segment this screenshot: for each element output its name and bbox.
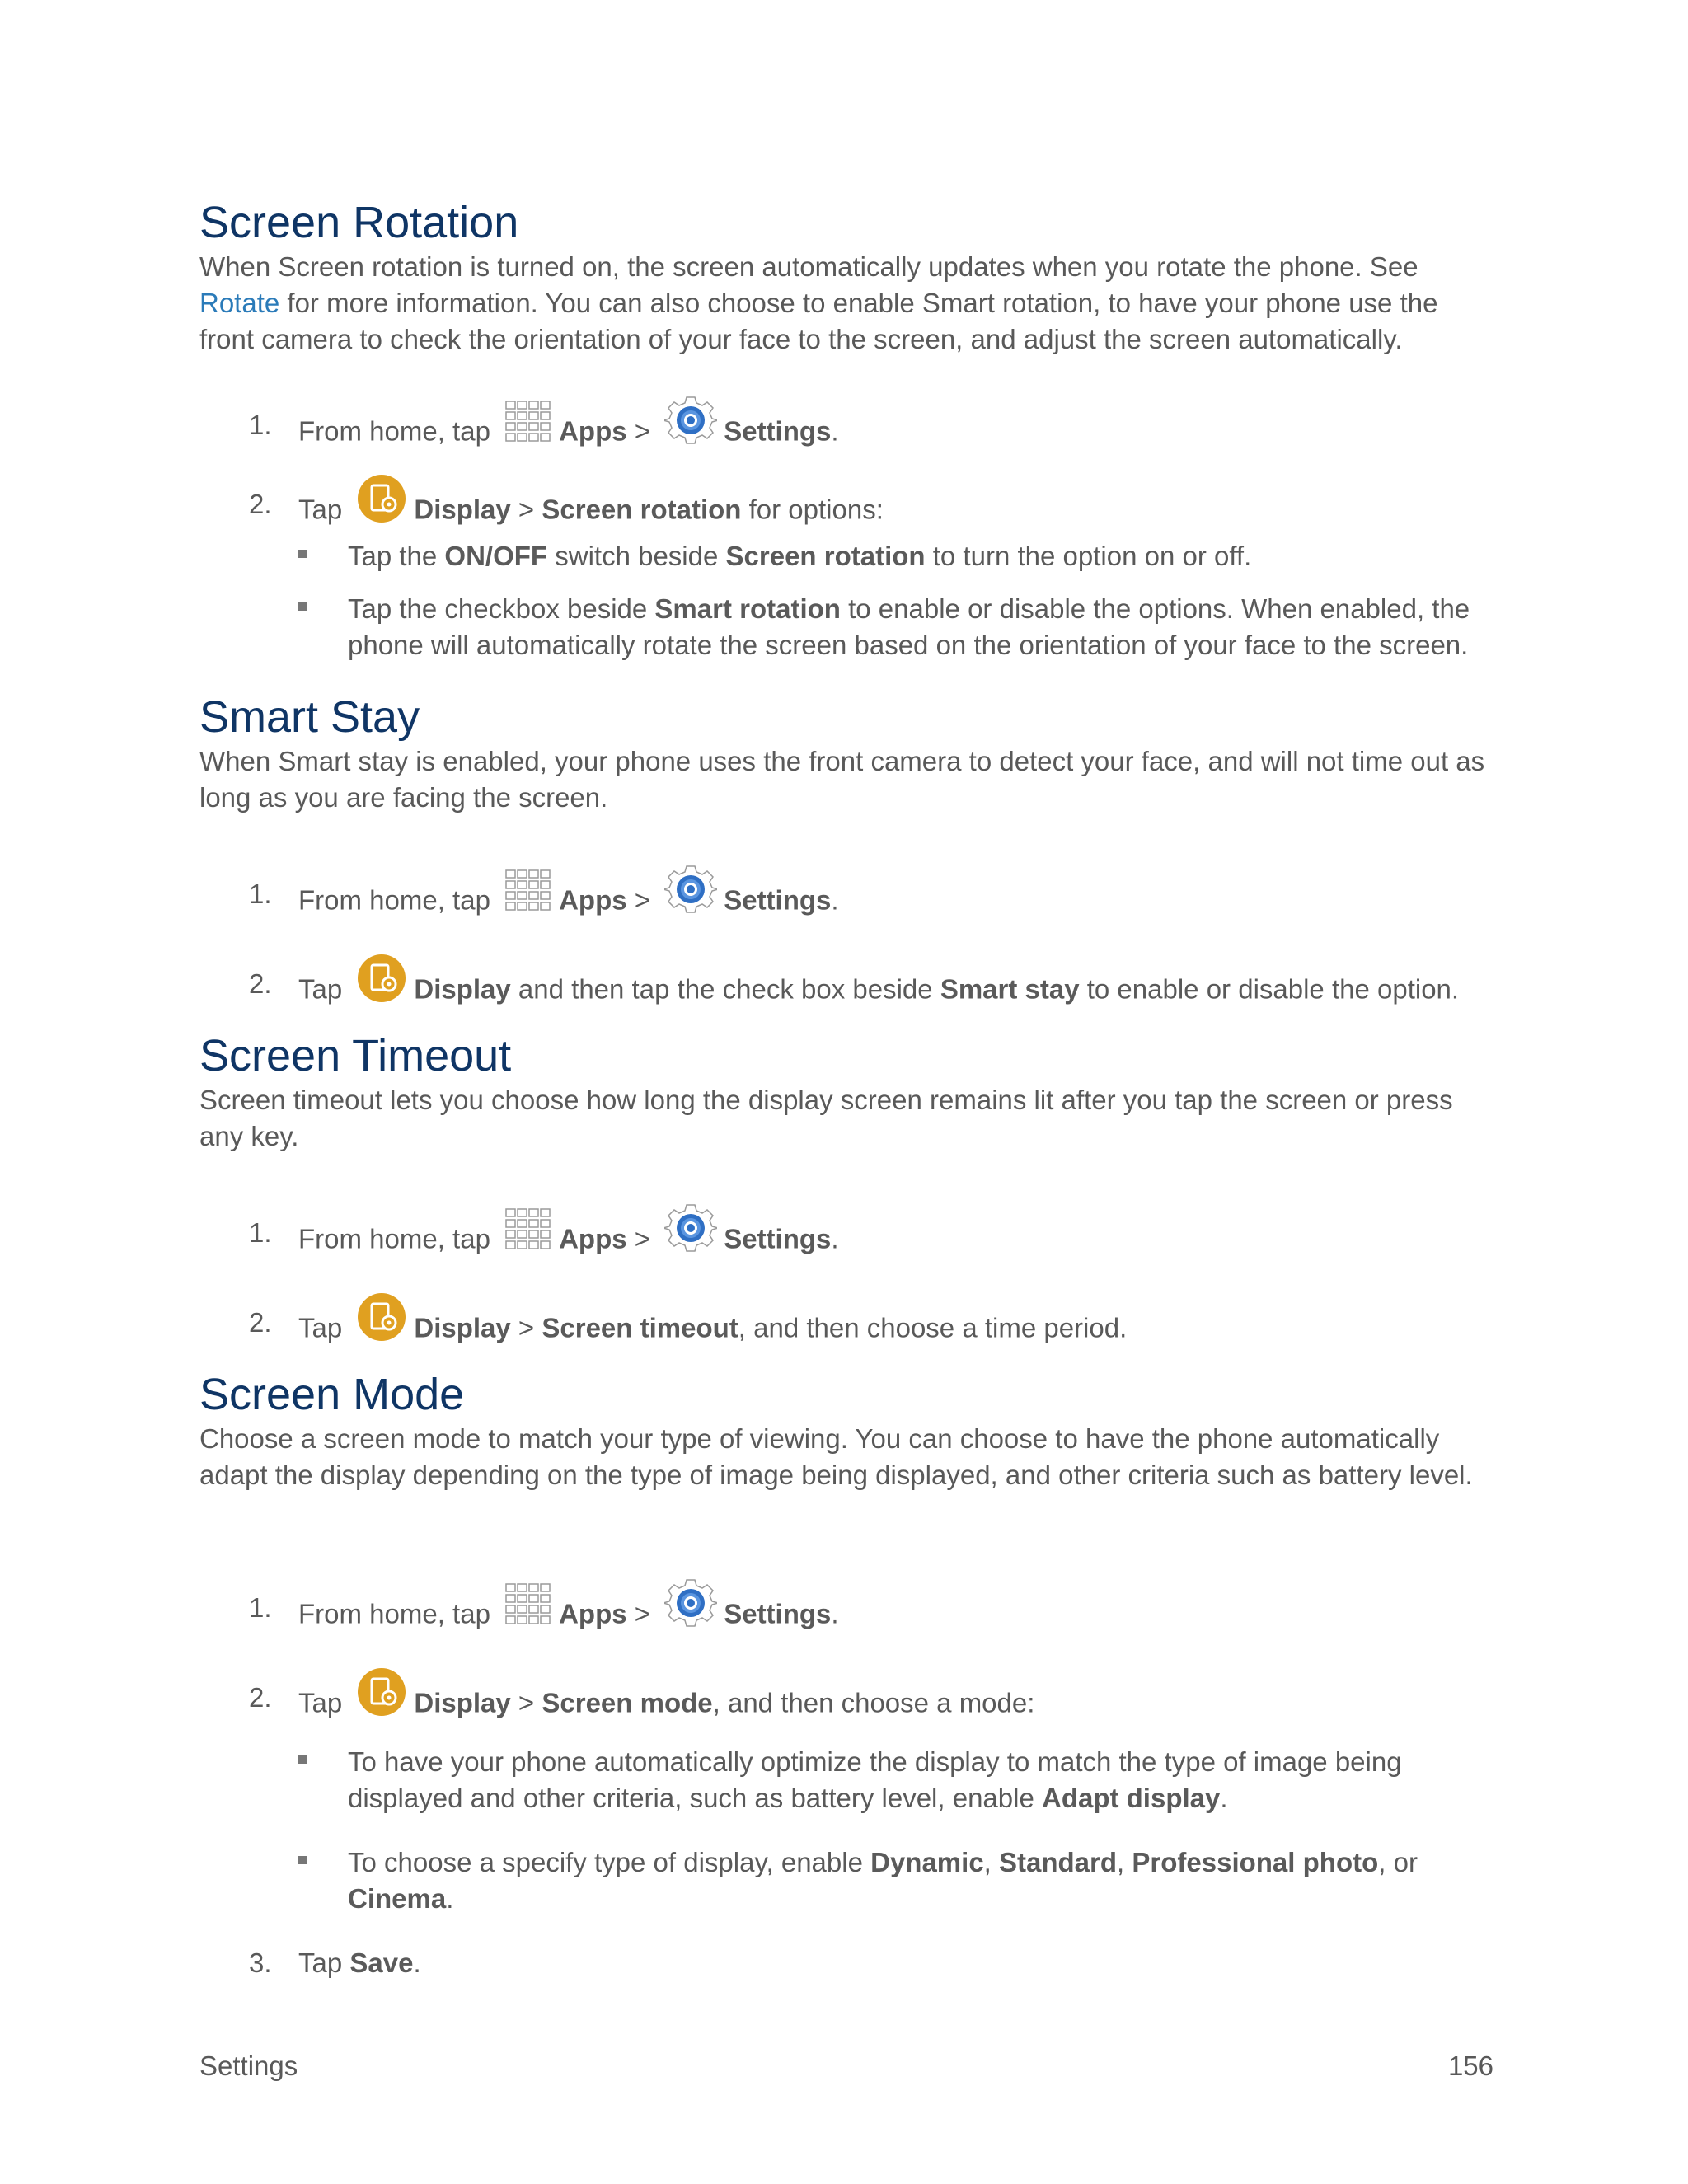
- cinema-label: Cinema: [348, 1883, 447, 1914]
- bullet-marker: [298, 550, 307, 558]
- bullet-pre: To have your phone automatically optimize the display to match the type of image being displayed and other criteria, such as battery level, enable: [348, 1746, 1402, 1813]
- separator: >: [510, 1312, 542, 1343]
- settings-label: Settings: [724, 884, 832, 916]
- step-text: [298, 876, 839, 929]
- separator: >: [510, 494, 542, 525]
- section-screen-rotation: [199, 196, 1493, 358]
- screen-timeout-intro: Screen timeout lets you choose how long the display screen remains lit after you tap the screen or press any key.: [199, 1085, 1453, 1151]
- display-label: Display: [414, 494, 511, 525]
- bullet-post: .: [1220, 1783, 1228, 1813]
- separator: >: [626, 415, 659, 447]
- step-text: [298, 1945, 421, 1981]
- settings-label: Settings: [724, 1223, 832, 1254]
- step-text: [298, 966, 1459, 1017]
- screen-rotation-label: Screen rotation: [725, 541, 926, 571]
- step-text: [298, 1680, 1034, 1731]
- settings-label: Settings: [724, 1598, 832, 1629]
- step-text: [298, 407, 839, 460]
- dynamic-label: Dynamic: [870, 1847, 984, 1877]
- bullet-pre: To choose a specify type of display, enable: [348, 1847, 871, 1877]
- rotate-link[interactable]: Rotate: [199, 288, 280, 318]
- heading-screen-mode: Screen Mode: [199, 1370, 465, 1419]
- bullet-pre: Tap the checkbox beside: [348, 593, 655, 624]
- step-number: 2.: [249, 968, 272, 999]
- step-post: to enable or disable the option.: [1079, 973, 1460, 1005]
- step-number: 2.: [249, 1682, 272, 1713]
- settings-gear-icon[interactable]: [664, 1577, 717, 1629]
- step-text: [298, 486, 884, 537]
- step-post: for options:: [741, 494, 884, 525]
- bullet-pre: Tap the: [348, 541, 445, 571]
- step-number: 2.: [249, 489, 272, 519]
- settings-gear-icon[interactable]: [664, 394, 717, 447]
- display-label: Display: [414, 1312, 511, 1343]
- step-end: .: [831, 1598, 839, 1629]
- step-post: , and then choose a time period.: [738, 1312, 1128, 1343]
- rotation-intro: [199, 249, 1493, 358]
- section-screen-mode: [199, 1368, 1493, 1493]
- step-pre: From home, tap: [298, 415, 499, 447]
- display-label: Display: [414, 1687, 511, 1718]
- step-number: 1.: [249, 410, 272, 440]
- step-end: .: [831, 415, 839, 447]
- bullet-marker: [298, 602, 307, 611]
- bullet-marker: [298, 1755, 307, 1764]
- step-number: 1.: [249, 1592, 272, 1623]
- step-pre: Tap: [298, 1312, 350, 1343]
- step-number: 1.: [249, 1217, 272, 1248]
- comma: ,: [983, 1847, 1000, 1877]
- document-page: [199, 0, 1493, 2184]
- screen-rotation-label: Screen rotation: [542, 494, 742, 525]
- bullet-mid: switch beside: [547, 541, 726, 571]
- apps-grid-icon[interactable]: [503, 398, 554, 449]
- step-post: , and then choose a mode:: [712, 1687, 1035, 1718]
- apps-grid-icon[interactable]: [503, 1581, 554, 1632]
- screen-mode-label: Screen mode: [542, 1687, 713, 1718]
- heading-smart-stay: Smart Stay: [199, 692, 420, 742]
- apps-label: Apps: [559, 415, 627, 447]
- step-pre: Tap: [298, 1687, 350, 1718]
- rotation-intro-text: When Screen rotation is turned on, the screen automatically updates when you rotate the phone. See: [199, 251, 1418, 282]
- save-label: Save: [349, 1947, 414, 1978]
- display-label: Display: [414, 973, 511, 1005]
- separator: >: [510, 1687, 542, 1718]
- apps-grid-icon[interactable]: [503, 867, 554, 918]
- separator: >: [626, 1598, 659, 1629]
- comma: ,: [1117, 1847, 1132, 1877]
- professional-photo-label: Professional photo: [1132, 1847, 1379, 1877]
- step-end: .: [831, 1223, 839, 1254]
- section-smart-stay: [199, 691, 1493, 816]
- smart-stay-label: Smart stay: [940, 973, 1080, 1005]
- apps-label: Apps: [559, 1223, 627, 1254]
- step-mid: and then tap the check box beside: [510, 973, 940, 1005]
- standard-label: Standard: [999, 1847, 1118, 1877]
- display-settings-icon[interactable]: [356, 953, 407, 1004]
- step-pre: From home, tap: [298, 1223, 499, 1254]
- footer-section-name: Settings: [199, 2050, 298, 2081]
- step-pre: Tap: [298, 494, 350, 525]
- smart-rotation-label: Smart rotation: [654, 593, 841, 624]
- on-off-label: ON/OFF: [444, 541, 548, 571]
- screen-timeout-label: Screen timeout: [542, 1312, 738, 1343]
- step-number: 2.: [249, 1307, 272, 1338]
- display-settings-icon[interactable]: [356, 473, 407, 524]
- step-text: [298, 1215, 839, 1268]
- separator: >: [626, 1223, 659, 1254]
- bullet-post: to enable or disable the options. When enabled, the phone will automatically rotate the screen based on the orientation of your face to the screen.: [348, 593, 1470, 660]
- step-pre: Tap: [298, 1947, 350, 1978]
- bullet-post: .: [446, 1883, 454, 1914]
- step-pre: From home, tap: [298, 1598, 499, 1629]
- bullet-text: [348, 538, 1493, 574]
- step-end: .: [831, 884, 839, 916]
- bullet-post: to turn the option on or off.: [925, 541, 1252, 571]
- section-screen-timeout: [199, 1029, 1493, 1155]
- step-text: [298, 1305, 1127, 1356]
- display-settings-icon[interactable]: [356, 1666, 407, 1718]
- step-post: .: [413, 1947, 421, 1978]
- adapt-display-label: Adapt display: [1041, 1783, 1221, 1813]
- rotation-intro-text-2: for more information. You can also choose to enable Smart rotation, to have your phone use the front camera to check the orientation of your face to the screen, and adjust the screen automatically.: [199, 288, 1438, 354]
- step-text: [298, 1590, 839, 1643]
- bullet-text: [348, 591, 1493, 663]
- heading-screen-rotation: Screen Rotation: [199, 198, 519, 247]
- footer-page-number: 156: [1447, 2050, 1493, 2081]
- step-pre: From home, tap: [298, 884, 499, 916]
- apps-label: Apps: [559, 884, 627, 916]
- bullet-text: [348, 1844, 1493, 1917]
- heading-screen-timeout: Screen Timeout: [199, 1031, 512, 1080]
- screen-mode-intro: Choose a screen mode to match your type of viewing. You can choose to have the phone automatically adapt the display depending on the type of image being displayed, and other criteria such as battery level.: [199, 1423, 1473, 1490]
- display-settings-icon[interactable]: [356, 1291, 407, 1343]
- settings-label: Settings: [724, 415, 832, 447]
- settings-gear-icon[interactable]: [664, 1202, 717, 1254]
- apps-grid-icon[interactable]: [503, 1206, 554, 1257]
- settings-gear-icon[interactable]: [664, 863, 717, 916]
- bullet-text: [348, 1744, 1493, 1816]
- step-number: 1.: [249, 879, 272, 909]
- smart-stay-intro: When Smart stay is enabled, your phone uses the front camera to detect your face, and will not time out as long as you are facing the screen.: [199, 746, 1485, 813]
- apps-label: Apps: [559, 1598, 627, 1629]
- bullet-marker: [298, 1856, 307, 1864]
- step-number: 3.: [249, 1947, 272, 1978]
- step-pre: Tap: [298, 973, 350, 1005]
- or-text: , or: [1378, 1847, 1418, 1877]
- separator: >: [626, 884, 659, 916]
